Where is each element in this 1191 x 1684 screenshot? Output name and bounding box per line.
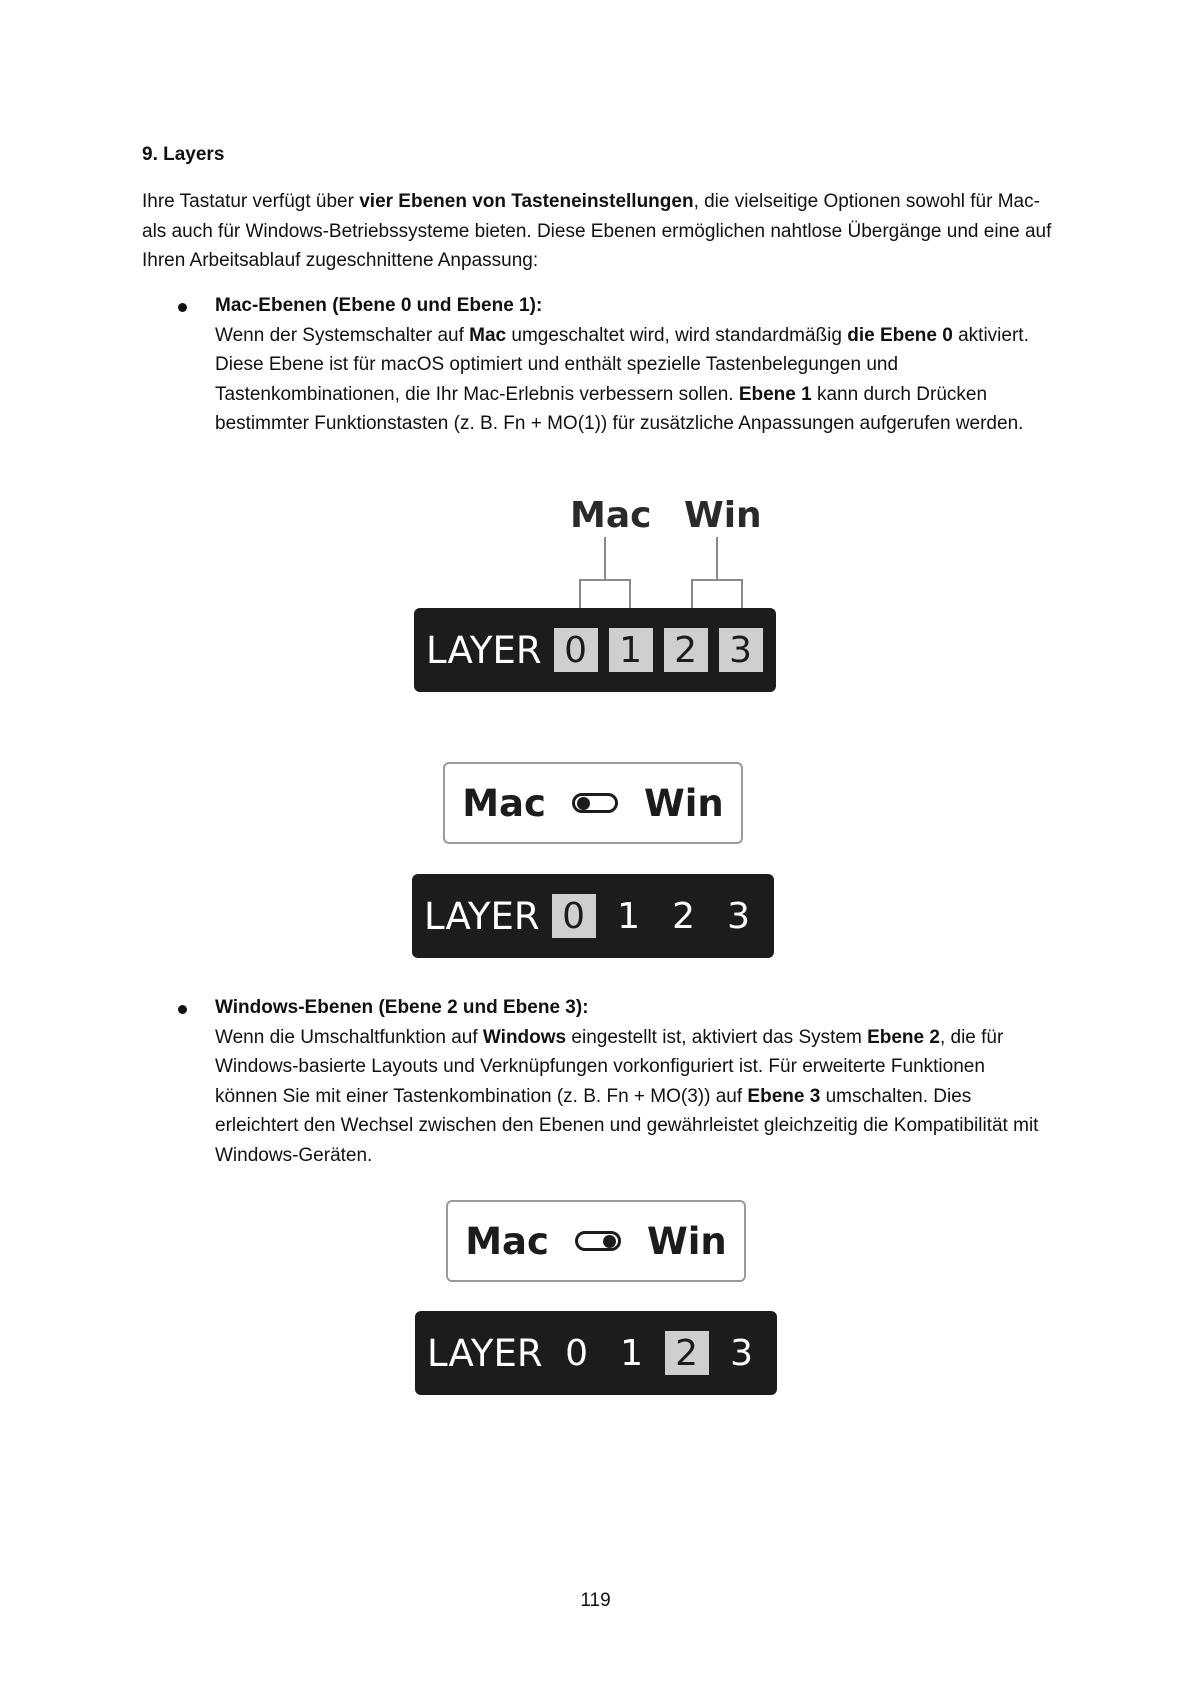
mac-switch-mac-label: Mac (462, 781, 546, 825)
mac-layer-word: LAYER (424, 894, 540, 938)
mac-bold-3: Ebene 1 (738, 383, 812, 405)
mac-text-1: Wenn der Systemschalter auf (215, 324, 470, 346)
overview-layer-0: 0 (554, 628, 598, 672)
section-heading: 9. Layers (142, 144, 225, 165)
mac-layer-3: 3 (727, 895, 751, 937)
mac-switch-win-label: Win (643, 781, 724, 825)
mac-text-3: aktiviert. Diese Ebene ist für macOS optimiert und enthält spezielle Tastenbelegungen und Tastenkombinationen, die Ihr Mac-Erlebnis verbessern sollen. (215, 324, 1029, 405)
toggle-knob (603, 1235, 616, 1248)
toggle-switch-icon (575, 1231, 621, 1251)
mac-switch-box (443, 762, 743, 844)
win-switch-win-label: Win (646, 1219, 727, 1263)
win-switch-mac-label: Mac (465, 1219, 549, 1263)
win-text-2: eingestellt ist, aktiviert das System (566, 1026, 868, 1048)
mac-bold-1: Mac (469, 324, 507, 346)
overview-layer-bar (414, 608, 776, 692)
mac-layer-bar (412, 874, 774, 958)
page-number: 119 (580, 1590, 611, 1611)
overview-layer-1: 1 (609, 628, 653, 672)
win-layer-3: 3 (730, 1332, 754, 1374)
toggle-switch-icon (572, 793, 618, 813)
mac-text-4: kann durch Drücken bestimmter Funktionstasten (z. B. Fn + MO(1)) für zusätzliche Anpassungen aufgerufen werden. (215, 383, 1024, 434)
win-layer-1: 1 (620, 1332, 644, 1374)
win-text-4: umschalten. Dies erleichtert den Wechsel zwischen den Ebenen und gewährleistet gleichzeitig die Kompatibilität mit Windows-Geräten. (215, 1085, 1039, 1166)
win-bullet-title: Windows-Ebenen (Ebene 2 und Ebene 3): (215, 997, 589, 1018)
windows-layers-bullet (180, 993, 1040, 1170)
win-text-1: Wenn die Umschaltfunktion auf (215, 1026, 483, 1048)
mac-text-2: umgeschaltet wird, wird standardmäßig (506, 324, 848, 346)
win-bullet-text (215, 1023, 1040, 1171)
intro-bold-1: vier Ebenen von Tasteneinstellungen (359, 191, 694, 212)
win-bold-3: Ebene 3 (747, 1085, 821, 1107)
mac-layer-1: 1 (617, 895, 641, 937)
overview-mac-label: Mac (570, 495, 652, 536)
win-layer-word: LAYER (427, 1331, 543, 1375)
intro-text-1: Ihre Tastatur verfügt über (142, 191, 360, 212)
win-layer-0: 0 (565, 1332, 589, 1374)
layer-bracket-lines (0, 0, 1191, 700)
overview-win-label: Win (684, 495, 762, 536)
overview-layer-word: LAYER (426, 628, 542, 672)
win-layer-bar (415, 1311, 777, 1395)
win-text-3: , die für Windows-basierte Layouts und Verknüpfungen vorkonfiguriert ist. Für erweiterte Funktionen können Sie mit einer Tastenkombination (z. B. Fn + MO(3)) auf (215, 1026, 1004, 1107)
bullet-icon (178, 1005, 187, 1014)
win-bold-2: Ebene 2 (867, 1026, 940, 1048)
win-layer-2: 2 (665, 1331, 709, 1375)
mac-layer-0: 0 (552, 894, 596, 938)
win-switch-box (446, 1200, 746, 1282)
mac-bold-2: die Ebene 0 (847, 324, 953, 346)
mac-bullet-title: Mac-Ebenen (Ebene 0 und Ebene 1): (215, 295, 543, 316)
overview-layer-2: 2 (664, 628, 708, 672)
win-bold-1: Windows (482, 1026, 567, 1048)
overview-layer-3: 3 (719, 628, 763, 672)
mac-layer-2: 2 (672, 895, 696, 937)
toggle-knob (577, 797, 590, 810)
intro-text-2: , die vielseitige Optionen sowohl für Mac- als auch für Windows-Betriebssysteme bieten. Diese Ebenen ermöglichen nahtlose Übergänge und eine auf Ihren Arbeitsablauf zugeschnittene Anpassung: (142, 191, 1052, 271)
